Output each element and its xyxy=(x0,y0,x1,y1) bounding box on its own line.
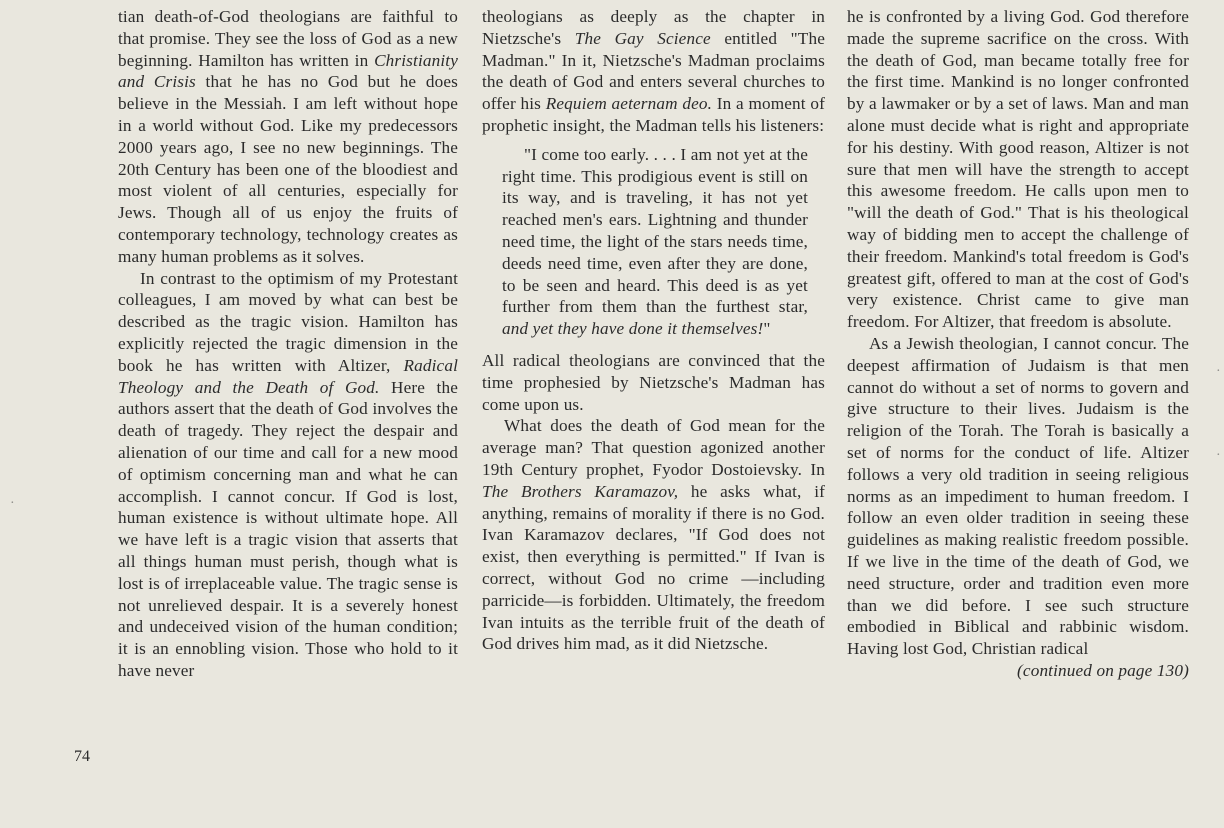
column-3 xyxy=(847,6,1189,682)
paragraph: In contrast to the optimism of my Protestant colleagues, I am moved by what can best be described as the tragic vision. Hamilton has explicitly rejected the tragic dimension in the book he has written with Altizer, Radical Theology and the Death of God. Here the authors assert that the death of God involves the death of tragedy. They reject the despair and alienation of our time and call for a new mood of optimism concerning man and what he can accomplish. I cannot concur. If God is lost, human existence is without ultimate hope. All we have left is a tragic vision that asserts that all things human must perish, though what is lost is of irreplaceable value. The tragic sense is not unrelieved despair. It is a severely honest and undeceived vision of the human condition; it is an ennobling vision. Those who hold to it have never xyxy=(118,268,458,680)
paragraph: All radical theologians are convinced that the time prophesied by Nietzsche's Madman has come upon us. xyxy=(482,350,825,414)
block-quote: "I come too early. . . . I am not yet at the right time. This prodigious event is still on its way, and is traveling, it has not yet reached men's ears. Lightning and thunder need time, the light of the stars needs time, deeds need time, even after they are done, to be seen and heard. This deed is as yet further from them than the furthest star, and yet they have done it themselves!" xyxy=(502,144,808,339)
continued-note: (continued on page 130) xyxy=(1017,660,1189,680)
margin-mark: · xyxy=(1216,364,1221,379)
paragraph: he is confronted by a living God. God therefore made the supreme sacrifice on the cross. With the death of God, man became totally free for the first time. Mankind is no longer confronted by a lawmaker or by a set of laws. Man and man alone must decide what is right and appropriate for his destiny. With good reason, Altizer is not sure that men will have the strength to accept this awesome freedom. He calls upon men to "will the death of God." That is his theological way of bidding men to accept the challenge of their freedom. Mankind's total freedom is God's greatest gift, offered to man at the cost of God's very existence. Christ came to give man freedom. For Altizer, that freedom is absolute. xyxy=(847,7,1189,332)
paragraph: As a Jewish theologian, I cannot concur. The deepest affirmation of Judaism is that men cannot do without a set of norms to govern and give structure to their lives. Judaism is the religion of the Torah. The Torah is basically a set of norms for the conduct of life. Altizer follows a very old tradition in seeing religious norms as an impediment to human freedom. I follow an even older tradition in seeing these guidelines as making realistic freedom possible. If we live in the time of the death of God, we need structure, order and tradition even more than we did before. I see such structure embodied in Biblical and rabbinic wisdom. Having lost God, Christian radical xyxy=(847,333,1189,659)
column-1 xyxy=(118,6,458,682)
margin-mark: · xyxy=(1216,448,1221,463)
paragraph: theologians as deeply as the chapter in Nietzsche's The Gay Science entitled "The Madman." In it, Nietzsche's Madman proclaims the death of God and enters several churches to offer his Requiem aeternam deo. In a moment of prophetic insight, the Madman tells his listeners: xyxy=(482,7,826,135)
page-number: 74 xyxy=(74,748,90,765)
paragraph: What does the death of God mean for the average man? That question agonized another 19th Century prophet, Fyodor Dostoievsky. In The Brothers Karamazov, he asks what, if anything, remains of morality if there is no God. Ivan Karamazov declares, "If God does not exist, then everything is permitted." If Ivan is correct, without God no crime —including parricide—is forbidden. Ultimately, the freedom Ivan intuits as the terrible fruit of the death of God drives him mad, as it did Nietzsche. xyxy=(482,416,826,654)
column-2 xyxy=(482,6,825,655)
margin-mark: · xyxy=(10,496,15,511)
paragraph: tian death-of-God theologians are faithful to that promise. They see the loss of God as a new beginning. Hamilton has written in Christianity and Crisis that he has no God but he does believe in the Messiah. I am left without hope in a world without God. Like my predecessors 2000 years ago, I see no new beginnings. The 20th Century has been one of the bloodiest and most violent of all centuries, especially for Jews. Though all of us enjoy the fruits of contemporary technology, technology creates as many human problems as it solves. xyxy=(118,7,458,266)
